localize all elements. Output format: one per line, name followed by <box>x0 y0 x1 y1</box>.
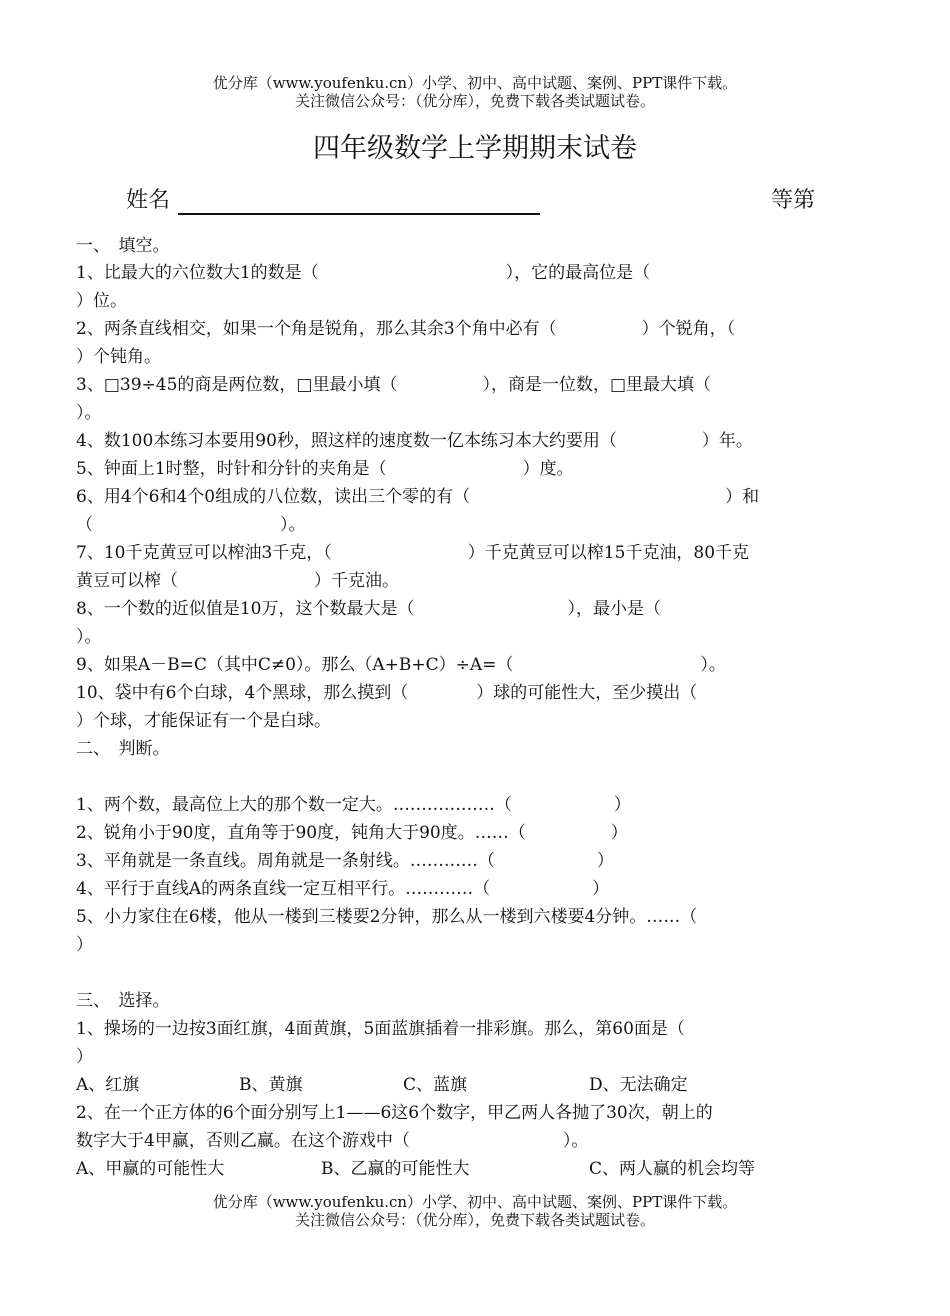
fill-line: ）。 <box>76 403 102 423</box>
choice-q1-option-b: B、黄旗 <box>239 1075 303 1095</box>
footer-line-1: 优分库（www.youfenku.cn）小学、初中、高中试题、案例、PPT课件下载。 <box>212 1193 738 1211</box>
fill-line: ）个球，才能保证有一个是白球。 <box>76 711 331 731</box>
judge-line: ） <box>76 935 93 955</box>
fill-line: ）。 <box>76 627 102 647</box>
choice-q2-option-a: A、甲赢的可能性大 <box>76 1159 225 1179</box>
fill-line: 6、用4个6和4个0组成的八位数，读出三个零的有（ ）和 <box>76 487 760 507</box>
page-title: 四年级数学上学期期末试卷 <box>313 133 637 164</box>
grade-label: 等第 <box>771 188 816 213</box>
header-line-2: 关注微信公众号：（优分库），免费下载各类试题试卷。 <box>294 92 655 110</box>
choice-q1-line: 1、操场的一边按3面红旗，4面黄旗，5面蓝旗插着一排彩旗。那么，第60面是（ <box>76 1019 685 1039</box>
choice-q1-option-d: D、无法确定 <box>589 1075 688 1095</box>
fill-line: 1、比最大的六位数大1的数是（ ），它的最高位是（ <box>76 263 651 283</box>
fill-line: ）位。 <box>76 291 127 311</box>
fill-line: 4、数100本练习本要用90秒，照这样的速度数一亿本练习本大约要用（ ）年。 <box>76 431 753 451</box>
judge-line: 4、平行于直线A的两条直线一定互相平行。…………（ ） <box>76 879 610 899</box>
fill-line: 5、钟面上1时整，时针和分针的夹角是（ ）度。 <box>76 459 574 479</box>
fill-line: 黄豆可以榨（ ）千克油。 <box>76 571 399 591</box>
section-fill-heading: 一、 填空。 <box>76 236 170 256</box>
choice-q1-option-a: A、红旗 <box>76 1075 140 1095</box>
fill-line: 8、一个数的近似值是10万，这个数最大是（ ），最小是（ <box>76 599 661 619</box>
choice-q2-option-b: B、乙赢的可能性大 <box>321 1159 470 1179</box>
name-label: 姓名 <box>126 188 171 213</box>
fill-line: 10、袋中有6个白球，4个黑球，那么摸到（ ）球的可能性大，至少摸出（ <box>76 683 698 703</box>
fill-line: （ ）。 <box>76 515 306 535</box>
section-judge-heading: 二、 判断。 <box>76 739 170 759</box>
footer-line-2: 关注微信公众号：（优分库），免费下载各类试题试卷。 <box>294 1211 655 1229</box>
fill-line: 7、10千克黄豆可以榨油3千克，（ ）千克黄豆可以榨15千克油，80千克 <box>76 543 750 563</box>
judge-line: 5、小力家住在6楼，他从一楼到三楼要2分钟，那么从一楼到六楼要4分钟。……（ <box>76 907 698 927</box>
fill-line: 2、两条直线相交，如果一个角是锐角，那么其余3个角中必有（ ）个锐角，（ <box>76 319 736 339</box>
choice-q1-line: ） <box>76 1047 93 1067</box>
choice-q2-option-c: C、两人赢的机会均等 <box>589 1159 756 1179</box>
judge-line: 2、锐角小于90度，直角等于90度，钝角大于90度。……（ ） <box>76 823 628 843</box>
choice-q1-option-c: C、蓝旗 <box>403 1075 468 1095</box>
fill-line: 9、如果A－B=C（其中C≠0）。那么（A+B+C）÷A=（ ）。 <box>76 655 726 675</box>
judge-line: 3、平角就是一条直线。周角就是一条射线。…………（ ） <box>76 851 614 871</box>
fill-line: 3、□39÷45的商是两位数，□里最小填（ ），商是一位数，□里最大填（ <box>76 375 712 395</box>
header-line-1: 优分库（www.youfenku.cn）小学、初中、高中试题、案例、PPT课件下载。 <box>212 74 738 92</box>
choice-q2-line: 数字大于4甲赢，否则乙赢。在这个游戏中（ ）。 <box>76 1131 589 1151</box>
name-underline <box>178 213 540 215</box>
fill-line: ）个钝角。 <box>76 347 161 367</box>
choice-q2-line: 2、在一个正方体的6个面分别写上1——6这6个数字，甲乙两人各抛了30次，朝上的 <box>76 1103 713 1123</box>
judge-line: 1、两个数，最高位上大的那个数一定大。………………（ ） <box>76 795 631 815</box>
section-choice-heading: 三、 选择。 <box>76 991 170 1011</box>
